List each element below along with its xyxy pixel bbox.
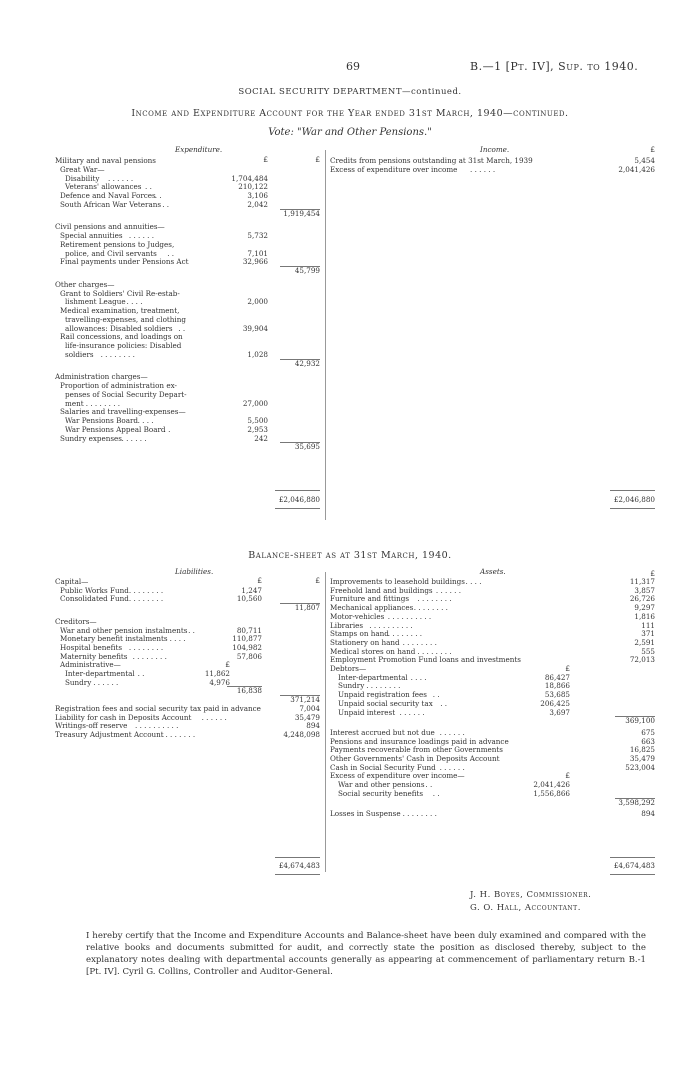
asset-inner-amount: 2,041,426 <box>533 780 570 790</box>
asset-amount: 3,857 <box>634 585 655 595</box>
leader-dots: . . . . . . . . <box>417 594 452 604</box>
asset-inner-amount: £ <box>565 771 570 781</box>
asset-label: Excess of expenditure over income— <box>330 771 465 781</box>
leader-dots: . . . . <box>137 416 154 425</box>
asset-amount: 35,479 <box>629 754 655 763</box>
leader-dots: . . <box>440 698 448 708</box>
asset-inner-amount: 206,425 <box>540 698 570 708</box>
expenditure-label: Sundry expenses <box>60 433 122 443</box>
liability-inner-amount: 11,862 <box>204 669 230 678</box>
expenditure-label: travelling-expenses, and clothing <box>65 314 186 324</box>
expenditure-label: lishment League <box>65 297 126 307</box>
liability-label: Administrative— <box>60 660 121 670</box>
liability-label: Consolidated Fund <box>60 594 129 604</box>
leader-dots: . . <box>137 669 145 678</box>
asset-amount: 72,013 <box>629 655 655 665</box>
income-heading: Income. <box>480 145 510 154</box>
asset-label: Medical stores on hand <box>330 646 416 656</box>
asset-label: Cash in Social Security Fund <box>330 762 436 772</box>
signature-commissioner: J. H. Boyes, Commissioner. <box>470 890 592 900</box>
leader-dots: . . . . . . . . . . <box>135 721 179 731</box>
leader-dots: . . . . . . . . <box>402 809 437 819</box>
asset-amount: 675 <box>641 727 655 737</box>
leader-dots: . . . . <box>126 297 143 307</box>
total-underline-left <box>275 508 320 509</box>
asset-label: Unpaid social security tax <box>338 698 433 708</box>
income-label: Credits from pensions outstanding at 31st March, 1939 <box>330 156 533 165</box>
expenditure-amount: 5,500 <box>247 416 268 425</box>
leader-dots: . . . . . . . . <box>366 681 401 691</box>
currency-col-assets: £ <box>650 569 655 578</box>
leader-dots: . . . . . . . . <box>413 603 448 613</box>
liability-amount: 80,711 <box>236 625 262 635</box>
leader-dots: . . . . . . . . <box>128 585 164 595</box>
expenditure-label: War Pensions Appeal Board <box>65 424 166 434</box>
asset-label: Interest accrued but not due <box>330 727 435 737</box>
liability-label: Liability for cash in Deposits Account <box>55 712 192 722</box>
expenditure-label: Civil pensions and annuities— <box>55 222 165 232</box>
liability-subtotal: 371,214 <box>290 695 320 705</box>
liabilities-total: £4,674,483 <box>278 861 320 870</box>
leader-dots: . . . . . . <box>439 727 465 737</box>
leader-dots: . . <box>145 182 152 192</box>
leader-dots: . . . . . . . . . . <box>387 611 432 621</box>
leader-dots: . . <box>163 424 171 434</box>
liability-subtotal: 35,479 <box>294 712 320 722</box>
asset-inner-amount: £ <box>565 664 570 673</box>
page-number: 69 <box>346 60 360 73</box>
liability-label: Maternity benefits <box>60 651 128 661</box>
asset-label: Unpaid registration fees <box>338 690 427 700</box>
leader-dots: . . <box>167 248 175 258</box>
liability-label: War and other pension instalments <box>60 625 188 635</box>
liability-amount: 10,560 <box>236 594 262 604</box>
expenditure-amount: 2,042 <box>247 199 268 209</box>
asset-label: Debtors— <box>330 664 367 673</box>
expenditure-label: Disability <box>65 173 100 183</box>
asset-label: Other Governments' Cash in Deposits Account <box>330 754 500 763</box>
total-rule-left <box>275 490 320 491</box>
liability-amount: 104,982 <box>232 642 262 652</box>
currency-col-b: £ <box>315 576 320 585</box>
leader-dots: . . <box>432 690 440 700</box>
expenditure-label: Proportion of administration ex- <box>60 381 177 390</box>
expenditure-label: Administration charges— <box>55 372 148 382</box>
ie-divider <box>325 150 326 520</box>
expenditure-amount: 32,966 <box>242 257 268 267</box>
asset-inner-amount: 53,685 <box>544 690 570 700</box>
expenditure-amount: 2,000 <box>247 297 268 307</box>
leader-dots: . . . . . . <box>121 433 147 443</box>
leader-dots: . . . . . . <box>439 762 465 772</box>
asset-amount: 894 <box>641 809 655 819</box>
expenditure-amount: 27,000 <box>242 398 268 408</box>
asset-amount: 111 <box>641 620 655 630</box>
liability-amount: 57,806 <box>236 651 262 661</box>
expenditure-subtotal: 42,932 <box>294 358 320 368</box>
expenditure-label: Veterans' allowances <box>65 182 142 192</box>
expenditure-heading: Expenditure. <box>175 145 223 154</box>
expenditure-amount: 39,904 <box>242 323 268 333</box>
expenditure-label: Rail concessions, and loadings on <box>60 332 183 342</box>
leader-dots: . . . . . . . . . . <box>369 620 413 630</box>
total-rule-left <box>275 857 320 858</box>
asset-label: Stamps on hand <box>330 629 389 639</box>
liability-subtotal: 894 <box>306 721 320 731</box>
leader-dots: . . . . <box>465 577 482 586</box>
expenditure-amount: 1,704,484 <box>231 173 268 183</box>
asset-inner-amount: 1,556,866 <box>533 788 570 798</box>
total-underline-right <box>610 508 655 509</box>
leader-dots: . . . . . . <box>128 231 155 240</box>
expenditure-subtotal: 1,919,454 <box>283 208 320 218</box>
liability-subtotal: 7,004 <box>299 703 320 713</box>
asset-amount: 369,100 <box>625 716 655 726</box>
liability-label: Capital— <box>55 577 89 586</box>
leader-dots: . . <box>178 323 186 333</box>
expenditure-label: life-insurance policies: Disabled <box>65 341 182 350</box>
currency-col-a: £ <box>257 576 262 585</box>
leader-dots: . . . . . . . . <box>160 729 196 739</box>
asset-amount: 523,004 <box>625 762 655 772</box>
asset-inner-amount: 18,866 <box>544 681 570 691</box>
income-amount: 2,041,426 <box>618 164 655 174</box>
asset-label: War and other pensions <box>338 780 425 790</box>
page-reference: B.—1 [Pt. IV], Sup. to 1940. <box>470 60 639 73</box>
income-amount: 5,454 <box>634 156 655 165</box>
expenditure-label: soldiers <box>65 349 94 359</box>
leader-dots: . . <box>425 780 433 790</box>
liability-amount: 110,877 <box>232 634 262 644</box>
expenditure-label: Salaries and travelling-expenses— <box>60 407 186 417</box>
expenditure-label: Medical examination, treatment, <box>60 306 180 315</box>
liability-label: Creditors— <box>55 616 97 626</box>
expenditure-amount: 1,028 <box>247 349 268 359</box>
department-title: SOCIAL SECURITY DEPARTMENT—continued. <box>238 87 462 97</box>
leader-dots: . . . . . . . . <box>387 629 423 639</box>
leader-dots: . . . . . . <box>435 585 462 595</box>
expenditure-label: Retirement pensions to Judges, <box>60 239 175 249</box>
asset-inner-amount: 3,697 <box>549 707 570 717</box>
expenditure-amount: 3,106 <box>247 191 268 200</box>
asset-label: Payments recoverable from other Governments <box>330 745 503 755</box>
bs-divider <box>325 572 326 872</box>
asset-label: Pensions and insurance loadings paid in advance <box>330 736 509 746</box>
expenditure-label: Final payments under Pensions Act <box>60 257 189 267</box>
liability-inner-amount: 4,976 <box>209 677 230 687</box>
currency-col-b: £ <box>315 155 320 164</box>
expenditure-amount: 210,122 <box>238 182 268 192</box>
expenditure-label: South African War Veterans <box>60 199 162 209</box>
expenditure-label: ment <box>65 398 84 408</box>
assets-total: £4,674,483 <box>613 861 655 870</box>
leader-dots: . . . . . . . . <box>417 646 452 656</box>
leader-dots: . . <box>154 191 162 200</box>
expenditure-label: Other charges— <box>55 279 115 289</box>
assets-heading: Assets. <box>480 567 506 576</box>
asset-label: Furniture and fittings <box>330 594 410 604</box>
audit-certification: I hereby certify that the Income and Expenditure Accounts and Balance-sheet have been duly examined and compared with the relative books and documents submitted for audit, and correctly state the position as disclosed thereby, subject to the explanatory notes dealing with departmental accounts generally as appearing at commencement of parliamentary return B.-1 [Pt. IV]. Cyril G. Collins, Controller and Auditor-General. <box>86 931 646 977</box>
liability-label: Registration fees and social security tax paid in advance <box>55 703 261 713</box>
leader-dots: . . . . . . <box>93 677 119 687</box>
asset-label: Mechanical appliances <box>330 603 414 613</box>
income-label: Excess of expenditure over income <box>330 164 458 174</box>
currency-col-a: £ <box>263 155 268 164</box>
expenditure-label: allowances: Disabled soldiers <box>65 323 173 333</box>
total-underline-right <box>610 874 655 875</box>
leader-dots: . . . . . . . . <box>100 349 135 359</box>
leader-dots: . . <box>162 199 170 209</box>
liability-subtotal: 4,248,098 <box>283 729 320 739</box>
liability-label: Writings-off reserve <box>55 721 128 731</box>
asset-amount: 2,591 <box>634 637 655 647</box>
asset-amount: 11,317 <box>629 577 655 586</box>
leader-dots: . . <box>432 788 440 798</box>
total-underline-left <box>275 874 320 875</box>
liability-label: Sundry <box>65 677 92 687</box>
expenditure-label: police, and Civil servants <box>65 248 157 258</box>
asset-label: Sundry <box>338 681 365 691</box>
asset-amount: 26,726 <box>629 594 655 604</box>
asset-label: Libraries <box>330 620 364 630</box>
liability-amount: 1,247 <box>241 585 262 595</box>
liability-label: Treasury Adjustment Account <box>55 729 164 739</box>
leader-dots: . . . . . . <box>108 173 134 183</box>
liability-label: Hospital benefits <box>60 642 123 652</box>
liability-label: Monetary benefit instalments <box>60 634 168 644</box>
expenditure-amount: 7,101 <box>247 248 268 258</box>
liability-amount: 16,838 <box>236 686 262 696</box>
leader-dots: . . . . . . <box>399 707 425 717</box>
liability-inner-amount: £ <box>225 660 230 670</box>
asset-amount: 9,297 <box>634 603 655 613</box>
asset-label: Stationery on hand <box>330 637 400 647</box>
asset-amount: 371 <box>641 629 655 639</box>
asset-label: Improvements to leasehold buildings <box>330 577 465 586</box>
leader-dots: . . . . . . . . <box>85 398 121 408</box>
asset-amount: 16,825 <box>629 745 655 755</box>
leader-dots: . . . . . . . . <box>128 642 164 652</box>
asset-label: Losses in Suspense <box>330 809 401 819</box>
expenditure-label: Military and naval pensions <box>55 156 156 165</box>
leader-dots: . . . . . . . . <box>132 651 167 661</box>
leader-dots: . . . . . . . . <box>402 637 437 647</box>
asset-amount: 1,816 <box>634 611 655 621</box>
leader-dots: . . <box>188 625 195 635</box>
expenditure-label: penses of Social Security Depart- <box>65 389 187 399</box>
leader-dots: . . . . <box>169 634 186 644</box>
expenditure-amount: 5,732 <box>247 231 268 240</box>
expenditure-label: Great War— <box>60 164 105 174</box>
asset-inner-amount: 86,427 <box>544 672 570 682</box>
asset-label: Unpaid interest <box>338 707 396 717</box>
expenditure-label: War Pensions Board <box>65 416 139 425</box>
asset-label: Social security benefits <box>338 788 424 798</box>
expenditure-subtotal: 45,799 <box>294 266 320 275</box>
asset-amount: 3,598,292 <box>618 797 655 807</box>
expenditure-total: £2,046,880 <box>278 495 320 504</box>
liability-subtotal: 11,807 <box>294 603 320 613</box>
leader-dots: . . . . <box>410 672 427 682</box>
expenditure-subtotal: 35,695 <box>294 442 320 452</box>
balance-sheet-title: Balance-sheet as at 31st March, 1940. <box>248 550 452 561</box>
account-title: Income and Expenditure Account for the Year ended 31st March, 1940—continued. <box>131 108 569 119</box>
expenditure-label: Grant to Soldiers' Civil Re-estab- <box>60 288 180 298</box>
income-total: £2,046,880 <box>613 495 655 504</box>
currency-col-income: £ <box>650 145 655 154</box>
liability-label: Public Works Fund <box>60 585 129 595</box>
asset-label: Employment Promotion Fund loans and investments <box>330 655 521 665</box>
liabilities-heading: Liabilities. <box>175 567 214 576</box>
total-rule-right <box>610 490 655 491</box>
asset-label: Freehold land and buildings <box>330 585 433 595</box>
asset-amount: 663 <box>641 736 655 746</box>
leader-dots: . . . . . . <box>201 712 227 722</box>
asset-amount: 555 <box>641 646 655 656</box>
leader-dots: . . . . . . . . <box>128 594 164 604</box>
expenditure-amount: 2,953 <box>247 424 268 434</box>
asset-label: Inter-departmental <box>338 672 408 682</box>
signature-accountant: G. O. Hall, Accountant. <box>470 903 581 913</box>
liability-label: Inter-departmental <box>65 669 135 678</box>
vote-title: Vote: "War and Other Pensions." <box>268 127 432 138</box>
expenditure-label: Defence and Naval Forces <box>60 191 156 200</box>
leader-dots: . . . . . . <box>470 164 496 174</box>
total-rule-right <box>610 857 655 858</box>
expenditure-amount: 242 <box>254 433 268 443</box>
asset-label: Motor-vehicles <box>330 611 385 621</box>
expenditure-label: Special annuities <box>60 231 123 240</box>
